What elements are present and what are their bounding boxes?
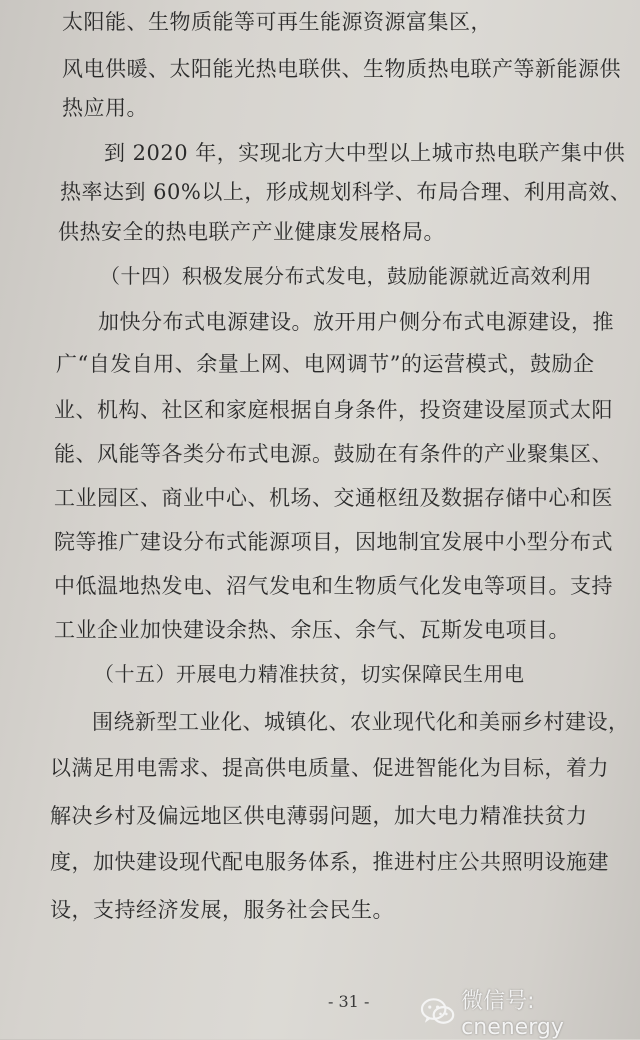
section-heading-15: （十五）开展电力精准扶贫，切实保障民生用电: [94, 662, 525, 686]
body-line-21: 设，支持经济发展，服务社会民生。: [50, 898, 394, 922]
body-line-2: 风电供暖、太阳能光热电联供、生物质热电联产等新能源供: [62, 57, 621, 81]
wechat-watermark: [420, 984, 640, 1040]
body-line-5: 热率达到 60%以上，形成规划科学、布局合理、利用高效、: [60, 180, 632, 204]
wechat-icon: [420, 997, 455, 1027]
body-line-9: 广“自发自用、余量上网、电网调节”的运营模式，鼓励企: [56, 352, 595, 376]
body-line-13: 院等推广建设分布式能源项目，因地制宜发展中小型分布式: [54, 530, 613, 554]
body-line-1: 太阳能、生物质能等可再生能源资源富集区，: [62, 10, 492, 34]
body-line-17: 围绕新型工业化、城镇化、农业现代化和美丽乡村建设，: [92, 710, 630, 734]
body-line-19: 解决乡村及偏远地区供电薄弱问题，加大电力精准扶贫力: [50, 804, 588, 828]
body-line-20: 度，加快建设现代配电服务体系，推进村庄公共照明设施建: [50, 850, 609, 874]
body-line-6: 供热安全的热电联产产业健康发展格局。: [58, 220, 445, 244]
body-line-14: 中低温地热发电、沼气发电和生物质气化发电等项目。支持: [54, 574, 613, 598]
body-line-8: 加快分布式电源建设。放开用户侧分布式电源建设，推: [98, 310, 614, 334]
body-line-18: 以满足用电需求、提高供电质量、促进智能化为目标，着力: [50, 756, 609, 780]
page-number: - 31 -: [328, 992, 370, 1011]
body-line-11: 能、风能等各类分布式电源。鼓励在有条件的产业聚集区、: [54, 442, 613, 466]
body-line-12: 工业园区、商业中心、机场、交通枢纽及数据存储中心和医: [54, 486, 613, 510]
body-line-4: 到 2020 年，实现北方大中型以上城市热电联产集中供: [104, 141, 626, 165]
body-line-15: 工业企业加快建设余热、余压、余气、瓦斯发电项目。: [54, 618, 570, 642]
body-line-3: 热应用。: [62, 96, 148, 120]
section-heading-14: （十四）积极发展分布式发电，鼓励能源就近高效利用: [100, 264, 592, 288]
watermark-text: 微信号: cnenergy: [461, 989, 564, 1040]
body-line-10: 业、机构、社区和家庭根据自身条件，投资建设屋顶式太阳: [54, 398, 613, 422]
